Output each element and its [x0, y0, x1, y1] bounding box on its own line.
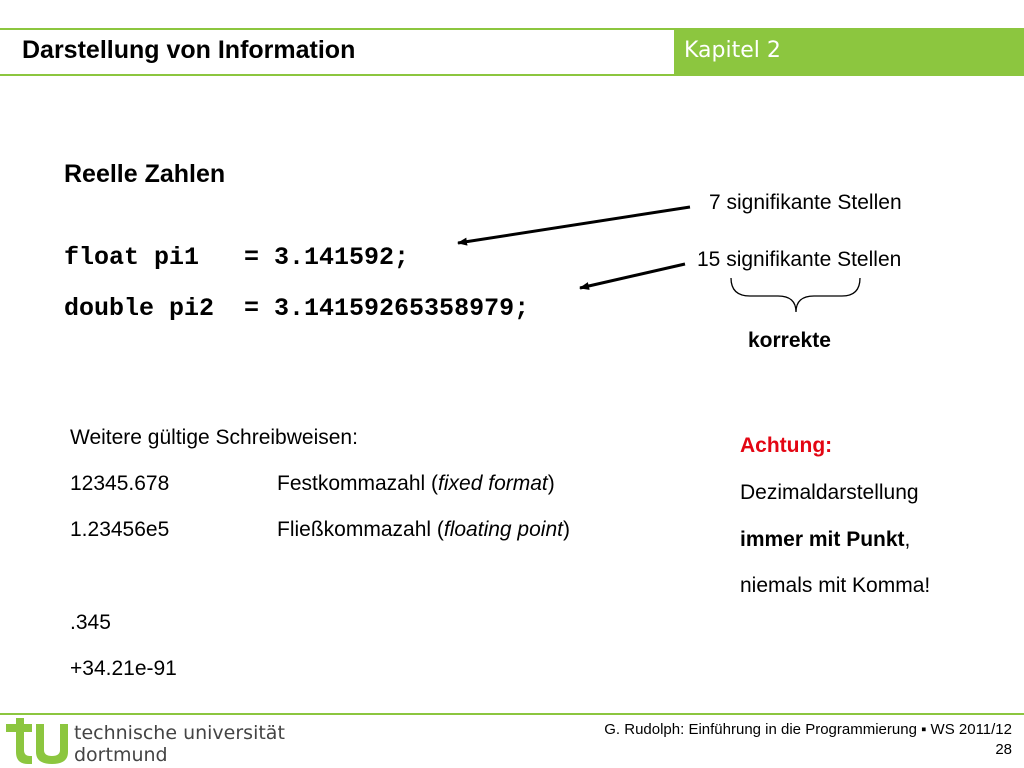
alternatives-heading: Weitere gültige Schreibweisen: [70, 426, 358, 449]
university-name-line-1: technische universität [74, 722, 285, 744]
warning-line-1: Dezimaldarstellung [740, 481, 919, 504]
page-title: Darstellung von Information [22, 36, 356, 64]
warning-title: Achtung: [740, 434, 833, 457]
page-number: 28 [995, 741, 1012, 758]
footer-citation: G. Rudolph: Einführung in die Programmierung ▪ WS 2011/12 [604, 721, 1012, 738]
float-arrow [458, 207, 690, 243]
underbrace-icon [731, 278, 860, 312]
example-fixed-desc: Festkommazahl (fixed format) [277, 472, 555, 495]
warning-line-2: immer mit Punkt, [740, 528, 911, 551]
university-name-line-2: dortmund [74, 744, 168, 766]
code-line-float: float pi1 = 3.141592; [64, 243, 410, 272]
float-precision-note: 7 signifikante Stellen [709, 191, 902, 214]
footer-rule [0, 713, 1024, 715]
double-arrow [580, 264, 685, 288]
example-floating-desc: Fließkommazahl (floating point) [277, 518, 570, 541]
example-floating-value: 1.23456e5 [70, 518, 170, 541]
example-fixed-value: 12345.678 [70, 472, 170, 495]
brace-label: korrekte [748, 329, 831, 352]
chapter-label: Kapitel 2 [684, 38, 781, 63]
section-title: Reelle Zahlen [64, 160, 226, 188]
code-line-double: double pi2 = 3.14159265358979; [64, 294, 530, 323]
warning-line-3: niemals mit Komma! [740, 574, 931, 597]
double-precision-note: 15 signifikante Stellen [697, 248, 902, 271]
tu-logo-icon [4, 716, 68, 764]
example-leading-dot: .345 [70, 611, 111, 634]
example-signed-exponent: +34.21e-91 [70, 657, 177, 680]
